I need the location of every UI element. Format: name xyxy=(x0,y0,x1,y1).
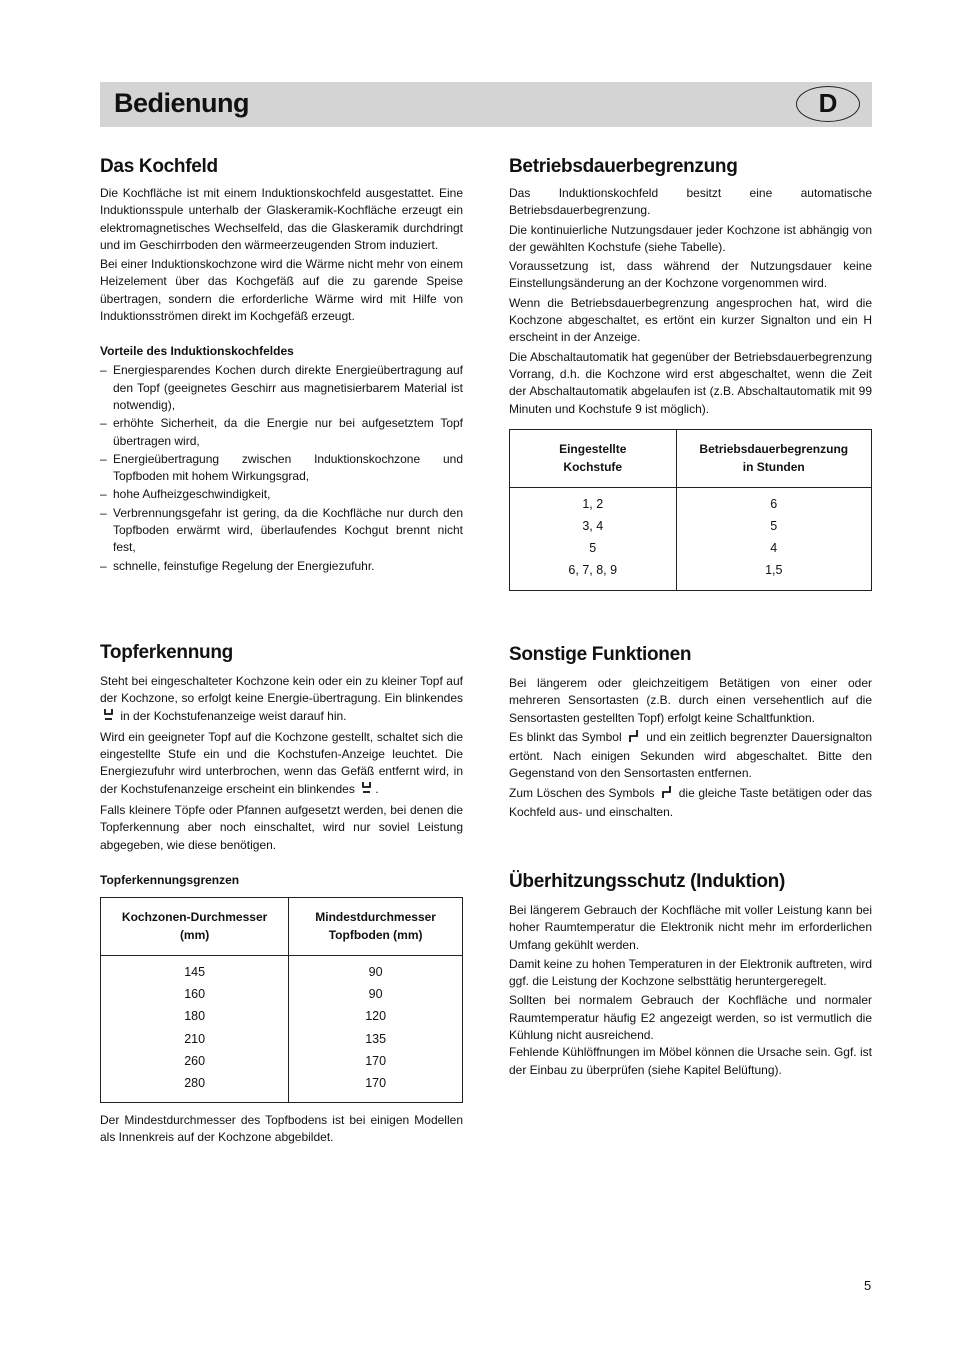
ueberhitzung-paragraph-1: Bei längerem Gebrauch der Kochfläche mit voller Leistung kann bei hoher Raumtemperatur die Elektronik nicht mehr im erforderlichen Umfang gekühlt werden. xyxy=(509,903,872,952)
cell-value: 90 xyxy=(368,964,383,979)
kochfeld-paragraph-2: Bei einer Induktionskochzone wird die Wärme nicht mehr von einem Heizelement über das Kochgefäß auf die zu garende Speise übertragen, sondern die erforderliche Wärme wird mit Hilfe von Induktionsströmen direkt im Kochgefäß erzeugt. xyxy=(100,257,463,324)
ueberhitzung-paragraph-3: Sollten bei normalem Gebrauch der Kochfläche und normaler Raumtemperatur häufig E2 angezeigt werden, so ist vermutlich die Kühlung nicht ausreichend. xyxy=(509,993,872,1043)
cell-value: 4 xyxy=(770,541,778,556)
header-line: (mm) xyxy=(179,928,210,943)
cell-value: 1,5 xyxy=(765,563,783,578)
operating-limit-table xyxy=(509,429,872,591)
list-item: – schnelle, feinstufige Regelung der Energiezufuhr. xyxy=(100,558,463,575)
sensor-lock-icon xyxy=(661,785,672,804)
list-item: – Verbrennungsgefahr ist gering, da die Kochfläche nur durch den Topfboden erwärmt wird, überlaufendes Kochgut brennt nicht fest, xyxy=(100,505,463,557)
cell-value: 90 xyxy=(368,987,383,1002)
ueberhitzung-paragraph-4: Fehlende Kühlöffnungen im Möbel können die Ursache sein. Ggf. ist der Einbau zu überprüfen (siehe Kapitel Belüftung). xyxy=(509,1045,872,1077)
topferkennung-paragraph-3: Falls kleinere Töpfe oder Pfannen aufgesetzt werden, bei denen die Topferkennung aber noch einschaltet, wird nur soviel Leistung abgegeben, wie diese benötigen. xyxy=(100,803,463,852)
cell-value: 210 xyxy=(184,1031,206,1046)
table-cell xyxy=(289,955,463,1102)
sonstige-paragraph-3 xyxy=(509,785,872,822)
cell-value: 180 xyxy=(184,1009,206,1024)
advantages-list xyxy=(100,362,463,575)
header-line: Mindestdurchmesser xyxy=(315,910,436,925)
table-header-cell xyxy=(101,897,289,955)
text-fragment: . xyxy=(375,781,379,796)
sonstige-paragraph-2 xyxy=(509,729,872,783)
betrieb-paragraph-4: Wenn die Betriebsdauerbegrenzung angesprochen hat, wird die Kochzone abgeschaltet, es ertönt ein kurzer Signalton und ein H erscheint in der Anzeige. xyxy=(509,295,872,345)
text-fragment: in der Kochstufenanzeige weist darauf hin. xyxy=(120,708,347,723)
section-sonstige xyxy=(509,644,872,821)
table-row xyxy=(101,955,463,1102)
header-line: Betriebsdauerbegrenzung xyxy=(699,442,849,457)
betrieb-paragraph-3: Voraussetzung ist, dass während der Nutzungsdauer keine Einstellungsänderung an der Kochzone vorgenommen wird. xyxy=(509,259,872,291)
heading-ueberhitzung: Überhitzungsschutz (Induktion) xyxy=(509,871,785,892)
page-number: 5 xyxy=(864,1278,872,1293)
language-badge: D xyxy=(796,86,860,122)
cell-value: 5 xyxy=(770,519,778,534)
pot-detection-icon xyxy=(361,781,372,800)
header-line: Kochstufe xyxy=(563,460,623,475)
table-header-row xyxy=(101,897,463,955)
list-item: – erhöhte Sicherheit, da die Energie nur bei aufgesetztem Topf übertragen wird, xyxy=(100,415,463,450)
table-row xyxy=(510,487,872,590)
table-note: Der Mindestdurchmesser des Topfbodens ist bei einigen Modellen als Innenkreis auf der Kochzone abgebildet. xyxy=(100,1113,463,1145)
cell-value: 6, 7, 8, 9 xyxy=(568,563,618,578)
table-header-cell xyxy=(289,897,463,955)
section-kochfeld xyxy=(100,156,463,576)
table-header-cell xyxy=(510,429,677,487)
cell-value: 170 xyxy=(365,1053,387,1068)
sensor-lock-icon xyxy=(628,729,639,748)
header-line: in Stunden xyxy=(742,460,805,475)
heading-topferkennung: Topferkennung xyxy=(100,642,233,663)
pot-limits-table xyxy=(100,897,463,1103)
table-cell xyxy=(101,955,289,1102)
ueberhitzung-paragraph-2: Damit keine zu hohen Temperaturen in der Elektronik auftreten, wird ggf. die Leistung der Kochzone selbsttätig heruntergeregelt. xyxy=(509,956,872,989)
cell-value: 3, 4 xyxy=(582,519,604,534)
header-line: Kochzonen-Durchmesser xyxy=(121,910,268,925)
heading-limits: Topferkennungsgrenzen xyxy=(100,872,240,887)
cell-value: 120 xyxy=(365,1009,387,1024)
list-item: – hohe Aufheizgeschwindigkeit, xyxy=(100,486,463,503)
header-line: Eingestellte xyxy=(559,442,627,457)
section-topferkennung xyxy=(100,642,463,1147)
cell-value: 1, 2 xyxy=(582,496,604,511)
cell-value: 160 xyxy=(184,987,206,1002)
cell-value: 135 xyxy=(365,1031,387,1046)
pot-detection-icon xyxy=(103,708,114,727)
topferkennung-paragraph-2 xyxy=(100,729,463,800)
heading-kochfeld: Das Kochfeld xyxy=(100,156,218,177)
section-ueberhitzung xyxy=(509,871,872,1079)
list-item: – Energieübertragung zwischen Induktionskochzone und Topfboden mit hohem Wirkungsgrad, xyxy=(100,451,463,486)
cell-value: 145 xyxy=(184,964,206,979)
text-fragment: Es blinkt das Symbol xyxy=(509,729,622,744)
table-header-cell xyxy=(676,429,871,487)
cell-value: 260 xyxy=(184,1053,206,1068)
betrieb-paragraph-1: Das Induktionskochfeld besitzt eine automatische Betriebsdauerbegrenzung. xyxy=(509,186,872,218)
table-cell xyxy=(510,487,677,590)
heading-advantages: Vorteile des Induktionskochfeldes xyxy=(100,344,294,359)
cell-value: 280 xyxy=(184,1075,206,1090)
heading-betriebsdauer: Betriebsdauerbegrenzung xyxy=(509,156,738,177)
betrieb-paragraph-2: Die kontinuierliche Nutzungsdauer jeder Kochzone ist abhängig von der gewählten Kochstufe (siehe Tabelle). xyxy=(509,222,872,254)
section-betriebsdauer xyxy=(509,156,872,591)
kochfeld-paragraph-1: Die Kochfläche ist mit einem Induktionskochfeld ausgestattet. Eine Induktionsspule unterhalb der Glaskeramik-Kochfläche erzeugt ein elektromagnetisches Wechselfeld, das die Glaskeramik durchdringt und im Geschirrboden den wärmeerzeugenden Strom induziert. xyxy=(100,186,463,252)
sonstige-paragraph-1: Bei längerem oder gleichzeitigem Betätigen von einer oder mehreren Sensortasten (z.B. durch einen versehentlich auf die Sensortasten gestellten Topf) erfolgt keine Schaltfunktion. xyxy=(509,676,872,725)
table-cell xyxy=(676,487,871,590)
betrieb-paragraph-5: Die Abschaltautomatik hat gegenüber der Betriebsdauerbegrenzung Vorrang, d.h. die Kochzone wird erst abgeschaltet, wenn die Zeit der Abschaltautomatik abgelaufen ist (z.B. Abschaltautomatik mit 99 Minuten und Kochstufe 9 ist möglich). xyxy=(509,349,872,416)
text-fragment: die gleiche Taste betätigen oder das Kochfeld aus- und einschalten. xyxy=(509,785,872,820)
cell-value: 5 xyxy=(589,541,597,556)
header-line: Topfboden (mm) xyxy=(328,928,423,943)
cell-value: 170 xyxy=(365,1075,387,1090)
list-item: – Energiesparendes Kochen durch direkte Energieübertragung auf den Topf (geeignetes Geschirr aus magnetisierbarem Material ist notwendig), xyxy=(100,362,463,414)
text-fragment: Steht bei eingeschalteter Kochzone kein oder ein zu kleiner Topf auf der Kochzone, so erfolgt keine Energie-übertragung. Ein blinkendes xyxy=(100,674,463,706)
topferkennung-paragraph-1 xyxy=(100,673,463,727)
cell-value: 6 xyxy=(770,496,778,511)
table-header-row xyxy=(510,429,872,487)
text-fragment: Zum Löschen des Symbols xyxy=(509,785,655,800)
text-fragment: Wird ein geeigneter Topf auf die Kochzone gestellt, schaltet sich die eingestellte Stufe ein und die Kochstufen-Anzeige leuchtet. Die Energiezufuhr wird unterbrochen, wenn das Gefäß entfernt wird, in der Kochstufenanzeige erscheint ein blinkendes xyxy=(100,729,463,796)
heading-sonstige: Sonstige Funktionen xyxy=(509,644,692,665)
header-bar xyxy=(100,82,872,127)
text-fragment: und ein zeitlich begrenzter Dauersignalton ertönt. Nach einigen Sekunden wird abgeschaltet. Bitte den Gegenstand von den Sensortasten entfernen. xyxy=(509,729,873,781)
page-title: Bedienung xyxy=(114,88,249,118)
